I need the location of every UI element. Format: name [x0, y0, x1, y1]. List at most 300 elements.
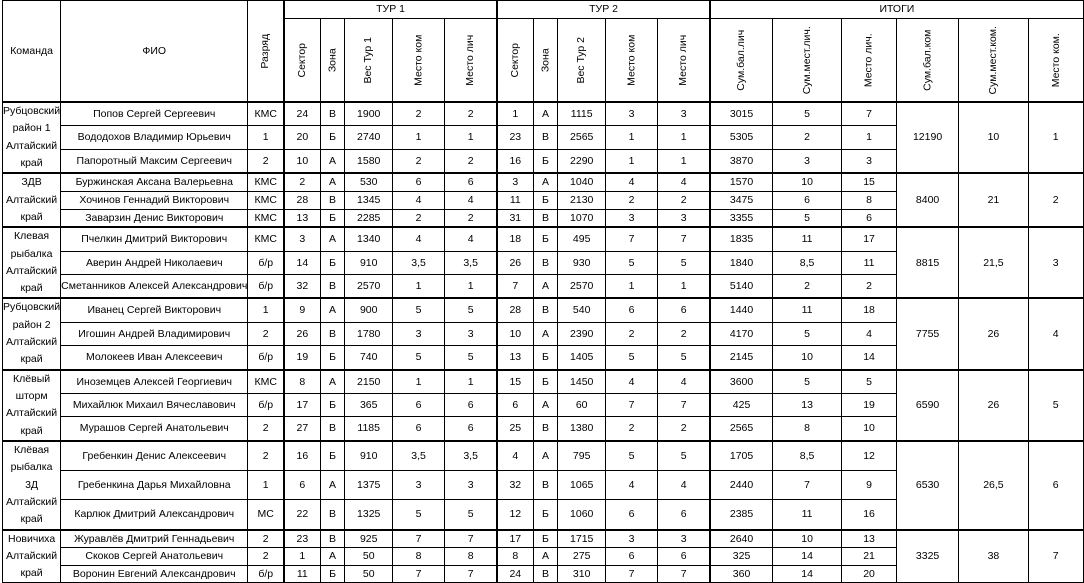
member-zone-2: Б	[533, 530, 558, 548]
member-zone-2: В	[533, 471, 558, 500]
member-sum-points: 1835	[710, 227, 772, 251]
member-place-personal-1: 6	[445, 173, 497, 191]
member-sum-points: 2385	[710, 500, 772, 530]
member-place-team-2: 3	[605, 530, 657, 548]
member-zone-1: В	[320, 191, 345, 209]
member-place-total: 9	[842, 471, 897, 500]
member-place-personal-1: 5	[445, 500, 497, 530]
member-rank: КМС	[248, 227, 284, 251]
member-place-personal-1: 1	[445, 126, 497, 149]
member-place-team-1: 2	[393, 102, 445, 126]
member-sector-2: 4	[497, 441, 533, 471]
member-sum-points: 325	[710, 548, 772, 566]
team-sum-points: 7755	[896, 298, 958, 369]
member-place-total: 12	[842, 441, 897, 471]
member-place-team-2: 3	[605, 209, 657, 227]
member-sector-1: 9	[284, 298, 320, 322]
member-zone-1: А	[320, 370, 345, 394]
member-sector-2: 12	[497, 500, 533, 530]
member-weight-1: 50	[345, 565, 393, 583]
member-place-team-2: 5	[605, 346, 657, 370]
header-tour2: ТУР 2	[497, 1, 710, 19]
member-weight-2: 310	[558, 565, 606, 583]
member-sum-points: 5140	[710, 274, 772, 298]
member-zone-2: В	[533, 565, 558, 583]
member-zone-1: Б	[320, 209, 345, 227]
member-place-personal-2: 5	[658, 251, 710, 274]
member-place-total: 6	[842, 209, 897, 227]
member-sector-2: 13	[497, 346, 533, 370]
member-weight-2: 1070	[558, 209, 606, 227]
member-zone-1: А	[320, 548, 345, 566]
team-sum-places: 26,5	[959, 441, 1028, 530]
member-place-team-1: 5	[393, 346, 445, 370]
team-cell	[3, 173, 61, 227]
team-region: Алтайский край	[6, 549, 58, 580]
member-rank: 2	[248, 530, 284, 548]
member-sector-1: 14	[284, 251, 320, 274]
team-name: Клёвая рыбалка 3Д	[10, 443, 53, 491]
member-place-personal-1: 3,5	[445, 251, 497, 274]
member-place-team-1: 5	[393, 298, 445, 322]
table-row	[3, 102, 1084, 126]
member-place-personal-1: 4	[445, 191, 497, 209]
member-place-personal-2: 2	[658, 322, 710, 345]
member-place-personal-2: 6	[658, 548, 710, 566]
team-place: 6	[1028, 441, 1083, 530]
member-place-total: 11	[842, 251, 897, 274]
member-sector-1: 27	[284, 417, 320, 441]
header-zone-1: Зона	[320, 19, 345, 103]
member-fio: Иванец Сергей Викторович	[61, 298, 248, 322]
member-place-personal-2: 3	[658, 530, 710, 548]
member-sector-2: 3	[497, 173, 533, 191]
member-weight-2: 1380	[558, 417, 606, 441]
member-place-personal-2: 3	[658, 209, 710, 227]
member-place-total: 20	[842, 565, 897, 583]
member-zone-1: Б	[320, 126, 345, 149]
member-sum-places: 5	[773, 102, 842, 126]
member-sector-1: 16	[284, 441, 320, 471]
member-place-personal-1: 1	[445, 274, 497, 298]
member-zone-1: В	[320, 417, 345, 441]
member-sector-1: 22	[284, 500, 320, 530]
member-rank: б/р	[248, 565, 284, 583]
member-sector-1: 11	[284, 565, 320, 583]
member-zone-2: А	[533, 394, 558, 417]
member-place-total: 2	[842, 274, 897, 298]
header-totals: ИТОГИ	[710, 1, 1083, 19]
member-zone-1: Б	[320, 346, 345, 370]
member-fio: Игошин Андрей Владимирович	[61, 322, 248, 345]
member-weight-1: 530	[345, 173, 393, 191]
member-place-team-1: 3	[393, 322, 445, 345]
member-place-total: 18	[842, 298, 897, 322]
member-sector-2: 16	[497, 149, 533, 173]
member-sum-places: 8	[773, 417, 842, 441]
member-sum-points: 360	[710, 565, 772, 583]
member-sector-2: 15	[497, 370, 533, 394]
member-place-team-2: 6	[605, 548, 657, 566]
member-sum-places: 10	[773, 530, 842, 548]
team-name: Клевая рыбалка	[10, 230, 53, 260]
member-fio: Иноземцев Алексей Георгиевич	[61, 370, 248, 394]
member-sum-places: 3	[773, 149, 842, 173]
member-fio: Заварзин Денис Викторович	[61, 209, 248, 227]
member-zone-2: А	[533, 548, 558, 566]
member-weight-2: 2570	[558, 274, 606, 298]
header-sum-places-personal: Сум.мест.лич.	[773, 19, 842, 103]
member-place-total: 8	[842, 191, 897, 209]
member-zone-2: Б	[533, 191, 558, 209]
member-place-total: 16	[842, 500, 897, 530]
member-weight-2: 1715	[558, 530, 606, 548]
member-weight-2: 540	[558, 298, 606, 322]
member-sector-2: 18	[497, 227, 533, 251]
header-weight-2: Вес Тур 2	[558, 19, 606, 103]
member-sum-points: 1440	[710, 298, 772, 322]
member-fio: Попов Сергей Сергеевич	[61, 102, 248, 126]
member-place-team-1: 5	[393, 500, 445, 530]
team-sum-points: 6590	[896, 370, 958, 441]
member-sum-places: 10	[773, 346, 842, 370]
team-cell	[3, 102, 61, 173]
member-weight-1: 1580	[345, 149, 393, 173]
member-place-team-2: 5	[605, 251, 657, 274]
member-sum-places: 6	[773, 191, 842, 209]
member-weight-1: 900	[345, 298, 393, 322]
member-place-team-2: 2	[605, 417, 657, 441]
header-sum-points-personal: Сум.бал.лич	[710, 19, 772, 103]
team-sum-places: 26	[959, 370, 1028, 441]
member-place-personal-2: 1	[658, 149, 710, 173]
member-sector-1: 23	[284, 530, 320, 548]
team-place: 4	[1028, 298, 1083, 369]
member-rank: б/р	[248, 346, 284, 370]
member-sector-1: 26	[284, 322, 320, 345]
member-zone-1: А	[320, 173, 345, 191]
member-sum-points: 2440	[710, 471, 772, 500]
member-place-personal-2: 2	[658, 191, 710, 209]
member-weight-1: 740	[345, 346, 393, 370]
member-sector-1: 6	[284, 471, 320, 500]
member-sector-1: 3	[284, 227, 320, 251]
member-sum-points: 3355	[710, 209, 772, 227]
results-table	[2, 0, 1084, 583]
member-sector-2: 7	[497, 274, 533, 298]
member-fio: Воронин Евгений Александрович	[61, 565, 248, 583]
member-zone-2: В	[533, 417, 558, 441]
member-zone-1: Б	[320, 251, 345, 274]
member-rank: КМС	[248, 370, 284, 394]
header-place-team-2: Место ком	[605, 19, 657, 103]
member-weight-2: 795	[558, 441, 606, 471]
member-zone-1: В	[320, 322, 345, 345]
member-place-team-1: 7	[393, 530, 445, 548]
member-sum-places: 14	[773, 565, 842, 583]
member-fio: Скоков Сергей Анатольевич	[61, 548, 248, 566]
member-place-personal-1: 2	[445, 102, 497, 126]
member-place-team-2: 6	[605, 500, 657, 530]
header-sector-2: Сектор	[497, 19, 533, 103]
member-place-team-2: 2	[605, 322, 657, 345]
member-weight-2: 495	[558, 227, 606, 251]
member-rank: 2	[248, 322, 284, 345]
team-name: Клёвый шторм	[13, 372, 51, 402]
member-place-total: 15	[842, 173, 897, 191]
team-sum-places: 26	[959, 298, 1028, 369]
member-sum-points: 3870	[710, 149, 772, 173]
member-sum-places: 10	[773, 173, 842, 191]
member-zone-1: В	[320, 500, 345, 530]
member-zone-2: А	[533, 274, 558, 298]
member-place-total: 3	[842, 149, 897, 173]
member-zone-2: А	[533, 173, 558, 191]
member-sum-points: 2145	[710, 346, 772, 370]
member-place-team-1: 2	[393, 149, 445, 173]
member-fio: Карлюк Дмитрий Александрович	[61, 500, 248, 530]
member-weight-2: 930	[558, 251, 606, 274]
header-sector-1: Сектор	[284, 19, 320, 103]
member-zone-2: Б	[533, 149, 558, 173]
team-name: Новичиха	[7, 532, 56, 545]
member-place-personal-1: 3,5	[445, 441, 497, 471]
team-sum-places: 21,5	[959, 227, 1028, 298]
member-sum-places: 11	[773, 298, 842, 322]
team-name: Рубцовский район 2	[3, 301, 61, 331]
member-sum-places: 5	[773, 322, 842, 345]
member-fio: Аверин Андрей Николаевич	[61, 251, 248, 274]
member-rank: 1	[248, 471, 284, 500]
member-place-team-1: 3,5	[393, 251, 445, 274]
team-region: Алтайский край	[6, 407, 58, 437]
member-sum-places: 2	[773, 126, 842, 149]
member-sector-2: 8	[497, 548, 533, 566]
member-place-team-1: 3,5	[393, 441, 445, 471]
member-rank: КМС	[248, 173, 284, 191]
team-place: 2	[1028, 173, 1083, 227]
team-place: 7	[1028, 530, 1083, 583]
member-place-total: 17	[842, 227, 897, 251]
member-zone-1: А	[320, 471, 345, 500]
header-team: Команда	[3, 1, 61, 103]
member-place-team-1: 1	[393, 274, 445, 298]
member-place-personal-2: 7	[658, 227, 710, 251]
table-row	[3, 173, 1084, 191]
member-place-team-2: 7	[605, 394, 657, 417]
member-place-personal-2: 7	[658, 394, 710, 417]
member-weight-1: 2740	[345, 126, 393, 149]
member-zone-1: В	[320, 530, 345, 548]
member-sector-1: 24	[284, 102, 320, 126]
header-rank: Разряд	[248, 1, 284, 103]
member-rank: 2	[248, 149, 284, 173]
member-place-team-1: 6	[393, 173, 445, 191]
member-place-personal-1: 2	[445, 209, 497, 227]
header-sum-places-team: Сум.мест.ком.	[959, 19, 1028, 103]
member-place-team-2: 1	[605, 126, 657, 149]
member-zone-2: Б	[533, 346, 558, 370]
member-place-personal-2: 4	[658, 173, 710, 191]
member-place-team-1: 3	[393, 471, 445, 500]
member-sum-places: 14	[773, 548, 842, 566]
member-fio: Молокеев Иван Алексеевич	[61, 346, 248, 370]
member-fio: Папоротный Максим Сергеевич	[61, 149, 248, 173]
member-place-total: 7	[842, 102, 897, 126]
member-weight-1: 1185	[345, 417, 393, 441]
member-rank: 1	[248, 298, 284, 322]
member-fio: Буржинская Аксана Валерьевна	[61, 173, 248, 191]
member-weight-2: 275	[558, 548, 606, 566]
member-place-team-2: 4	[605, 370, 657, 394]
team-region: Алтайский край	[6, 139, 58, 169]
member-sum-points: 5305	[710, 126, 772, 149]
member-place-team-1: 1	[393, 126, 445, 149]
team-place: 3	[1028, 227, 1083, 298]
member-fio: Мурашов Сергей Анатольевич	[61, 417, 248, 441]
member-sector-2: 24	[497, 565, 533, 583]
member-sector-1: 32	[284, 274, 320, 298]
team-place: 1	[1028, 102, 1083, 173]
team-sum-places: 21	[959, 173, 1028, 227]
member-place-personal-2: 6	[658, 298, 710, 322]
team-sum-points: 8400	[896, 173, 958, 227]
member-sector-1: 17	[284, 394, 320, 417]
member-sector-2: 31	[497, 209, 533, 227]
member-weight-2: 1040	[558, 173, 606, 191]
member-sum-places: 5	[773, 370, 842, 394]
header-place-team-total: Место ком.	[1028, 19, 1083, 103]
member-place-total: 1	[842, 126, 897, 149]
member-fio: Вододохов Владимир Юрьевич	[61, 126, 248, 149]
member-sector-2: 10	[497, 322, 533, 345]
member-fio: Гребенкин Денис Алексеевич	[61, 441, 248, 471]
member-sector-2: 11	[497, 191, 533, 209]
member-sum-places: 2	[773, 274, 842, 298]
member-sector-1: 8	[284, 370, 320, 394]
member-zone-1: Б	[320, 394, 345, 417]
member-rank: б/р	[248, 251, 284, 274]
member-sum-places: 7	[773, 471, 842, 500]
team-cell	[3, 441, 61, 530]
member-place-team-1: 6	[393, 394, 445, 417]
member-place-personal-2: 4	[658, 471, 710, 500]
member-place-personal-2: 1	[658, 126, 710, 149]
member-sector-1: 13	[284, 209, 320, 227]
header-fio: ФИО	[61, 1, 248, 103]
header-place-team-1: Место ком	[393, 19, 445, 103]
member-zone-1: А	[320, 298, 345, 322]
member-sum-points: 2640	[710, 530, 772, 548]
table-row	[3, 530, 1084, 548]
member-sector-2: 28	[497, 298, 533, 322]
team-sum-points: 12190	[896, 102, 958, 173]
member-rank: 1	[248, 126, 284, 149]
member-place-personal-2: 5	[658, 441, 710, 471]
member-place-personal-2: 6	[658, 500, 710, 530]
header-place-personal-total: Место лич.	[842, 19, 897, 103]
member-place-total: 13	[842, 530, 897, 548]
member-weight-1: 910	[345, 251, 393, 274]
member-zone-2: Б	[533, 227, 558, 251]
member-sum-places: 8,5	[773, 441, 842, 471]
member-place-personal-2: 2	[658, 417, 710, 441]
member-sector-2: 25	[497, 417, 533, 441]
member-sector-2: 26	[497, 251, 533, 274]
table-row	[3, 370, 1084, 394]
member-sector-1: 1	[284, 548, 320, 566]
member-zone-2: В	[533, 251, 558, 274]
member-sum-places: 8,5	[773, 251, 842, 274]
member-fio: Журавлёв Дмитрий Геннадьевич	[61, 530, 248, 548]
member-weight-1: 2150	[345, 370, 393, 394]
member-zone-2: А	[533, 322, 558, 345]
team-sum-points: 3325	[896, 530, 958, 583]
member-sum-places: 11	[773, 227, 842, 251]
member-place-team-1: 6	[393, 417, 445, 441]
member-sector-2: 1	[497, 102, 533, 126]
member-weight-1: 365	[345, 394, 393, 417]
member-place-total: 14	[842, 346, 897, 370]
member-sum-points: 1570	[710, 173, 772, 191]
member-zone-1: Б	[320, 565, 345, 583]
member-place-team-1: 8	[393, 548, 445, 566]
member-place-team-2: 6	[605, 298, 657, 322]
member-zone-1: В	[320, 102, 345, 126]
member-place-personal-1: 6	[445, 417, 497, 441]
member-sum-points: 4170	[710, 322, 772, 345]
member-rank: 2	[248, 417, 284, 441]
member-place-total: 10	[842, 417, 897, 441]
table-row	[3, 298, 1084, 322]
member-fio: Хочинов Геннадий Викторович	[61, 191, 248, 209]
member-zone-2: Б	[533, 500, 558, 530]
team-place: 5	[1028, 370, 1083, 441]
header-sum-points-team: Сум.бал.ком	[896, 19, 958, 103]
team-sum-points: 8815	[896, 227, 958, 298]
member-weight-1: 1340	[345, 227, 393, 251]
member-zone-1: Б	[320, 441, 345, 471]
member-place-total: 21	[842, 548, 897, 566]
header-tour1: ТУР 1	[284, 1, 497, 19]
team-sum-places: 38	[959, 530, 1028, 583]
member-sum-points: 2565	[710, 417, 772, 441]
member-weight-1: 1375	[345, 471, 393, 500]
member-fio: Сметанников Алексей Александрович	[61, 274, 248, 298]
member-sum-places: 11	[773, 500, 842, 530]
team-region: Алтайский край	[6, 336, 58, 366]
team-name: Рубцовский район 1	[3, 105, 61, 135]
member-place-personal-2: 4	[658, 370, 710, 394]
member-place-team-2: 4	[605, 471, 657, 500]
member-sector-1: 10	[284, 149, 320, 173]
member-place-personal-1: 8	[445, 548, 497, 566]
team-cell	[3, 370, 61, 441]
member-sum-places: 5	[773, 209, 842, 227]
member-place-personal-1: 3	[445, 322, 497, 345]
member-place-personal-1: 6	[445, 394, 497, 417]
member-weight-2: 2390	[558, 322, 606, 345]
member-weight-2: 1405	[558, 346, 606, 370]
header-place-personal-1: Место лич	[445, 19, 497, 103]
team-region: Алтайский край	[6, 264, 58, 295]
member-weight-1: 2285	[345, 209, 393, 227]
member-sum-points: 3015	[710, 102, 772, 126]
member-zone-2: В	[533, 126, 558, 149]
member-place-team-2: 7	[605, 565, 657, 583]
member-zone-2: А	[533, 102, 558, 126]
team-cell	[3, 530, 61, 583]
